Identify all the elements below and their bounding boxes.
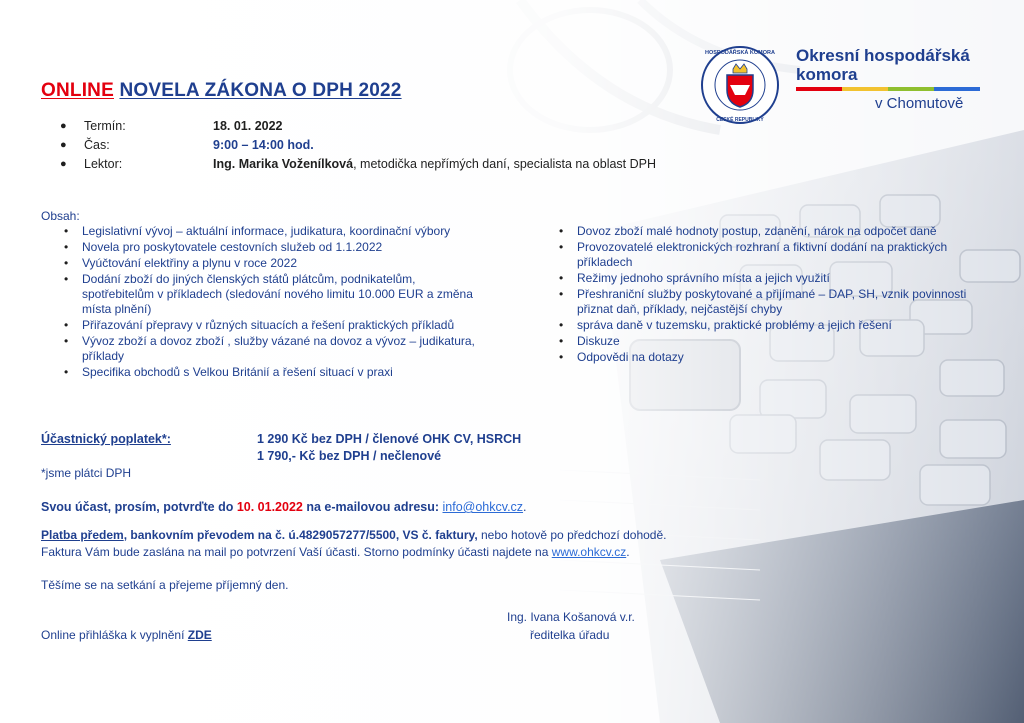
list-item: • Legislativní vývoj – aktuální informace, judikatura, koordinační výbory: [60, 224, 480, 239]
payment-bank: , bankovním převodem na č. ú.4829057277/5500, VS č. faktury,: [123, 528, 478, 542]
fee-members: 1 290 Kč bez DPH / členové OHK CV, HSRCH: [257, 432, 522, 446]
greeting: Těšíme se na setkání a přejeme příjemný den.: [41, 578, 289, 592]
list-item: • Diskuze: [555, 334, 975, 349]
payment-cash: nebo hotově po předchozí dohodě.: [477, 528, 667, 542]
confirm-text-1: Svou účast, prosím, potvrďte do: [41, 500, 237, 514]
list-item: • Novela pro poskytovatele cestovních služeb od 1.1.2022: [60, 240, 480, 255]
fee-nonmembers: 1 790,- Kč bez DPH / nečlenové: [257, 449, 442, 463]
payment-line-2: [41, 545, 630, 559]
list-item: • Přeshraniční služby poskytované a přijímané – DAP, SH, vznik povinnosti přiznat daň, příklady, nejčastější chyby: [555, 287, 975, 317]
payment-end: .: [626, 545, 630, 559]
list-item: • Odpovědi na dotazy: [555, 350, 975, 365]
termin-label: Termín:: [84, 119, 126, 133]
bullet-icon: ●: [60, 120, 67, 132]
hk-cr-seal-logo: [700, 45, 780, 125]
termin-value: 18. 01. 2022: [213, 119, 283, 133]
confirm-end: .: [523, 500, 527, 514]
confirm-line: [41, 500, 527, 514]
list-item: • Dodání zboží do jiných členských států plátcům, podnikatelům, spotřebitelům v příkladech (sledování nového limitu 10.000 EUR a změna místa plnění): [60, 272, 480, 317]
logo-color-bar: [796, 87, 980, 91]
ohk-logo-line2: komora: [796, 65, 858, 84]
obsah-list-left: [60, 224, 480, 381]
ohk-logo-line1: Okresní hospodářská: [796, 46, 970, 65]
email-link[interactable]: info@ohkcv.cz: [442, 500, 524, 514]
payment-line-1: [41, 528, 666, 542]
vat-note: *jsme plátci DPH: [41, 466, 132, 480]
cas-label: Čas:: [84, 138, 110, 152]
payment-advance: Platba předem: [41, 528, 124, 542]
application-line: [41, 628, 212, 642]
ohk-logo-location: v Chomutově: [875, 95, 964, 112]
list-item: • Přiřazování přepravy v různých situacích a řešení praktických příkladů: [60, 318, 480, 333]
application-link[interactable]: ZDE: [187, 628, 212, 642]
bullet-icon: ●: [60, 158, 67, 170]
svg-text:HOSPODÁŘSKÁ KOMORA: HOSPODÁŘSKÁ KOMORA: [705, 50, 775, 56]
application-text: Online přihláška k vyplnění: [41, 628, 188, 642]
signature-role: ředitelka úřadu: [530, 628, 610, 642]
lektor-value: [213, 155, 656, 174]
confirm-text-2: na e-mailovou adresu:: [302, 500, 443, 514]
list-item: • Specifika obchodů s Velkou Británií a řešení situací v praxi: [60, 365, 480, 380]
list-item: • Provozovatelé elektronických rozhraní a fiktivní dodání na praktických příkladech: [555, 240, 975, 270]
confirm-deadline: 10. 01.2022: [236, 500, 303, 514]
signature-name: Ing. Ivana Košanová v.r.: [507, 610, 635, 624]
title-main: NOVELA ZÁKONA O DPH 2022: [119, 80, 402, 101]
cas-value: 9:00 – 14:00 hod.: [213, 138, 314, 152]
obsah-label: Obsah:: [41, 209, 80, 223]
list-item: • Vyúčtování elektřiny a plynu v roce 2022: [60, 256, 480, 271]
ohk-logo-name: [796, 46, 970, 84]
title-online: ONLINE: [41, 80, 114, 101]
website-link[interactable]: www.ohkcv.cz: [551, 545, 627, 559]
page-title: [41, 80, 402, 102]
list-item: • Vývoz zboží a dovoz zboží , služby vázané na dovoz a vývoz – judikatura, příklady: [60, 334, 480, 364]
lektor-desc: , metodička nepřímých daní, specialista na oblast DPH: [353, 157, 657, 171]
fee-label: Účastnický poplatek*:: [41, 432, 171, 446]
bullet-icon: ●: [60, 139, 67, 151]
lektor-name: Ing. Marika Voženílková: [213, 157, 354, 171]
lektor-label: Lektor:: [84, 157, 123, 171]
list-item: • Dovoz zboží malé hodnoty postup, zdanění, nárok na odpočet daně: [555, 224, 975, 239]
list-item: • správa daně v tuzemsku, praktické problémy a jejich řešení: [555, 318, 975, 333]
obsah-list-right: [555, 224, 975, 366]
list-item: • Režimy jednoho správního místa a jejich využití: [555, 271, 975, 286]
svg-text:ČESKÉ REPUBLIKY: ČESKÉ REPUBLIKY: [716, 117, 764, 123]
invoice-text: Faktura Vám bude zaslána na mail po potvrzení Vaší účasti. Storno podmínky účasti najdete na: [41, 545, 552, 559]
